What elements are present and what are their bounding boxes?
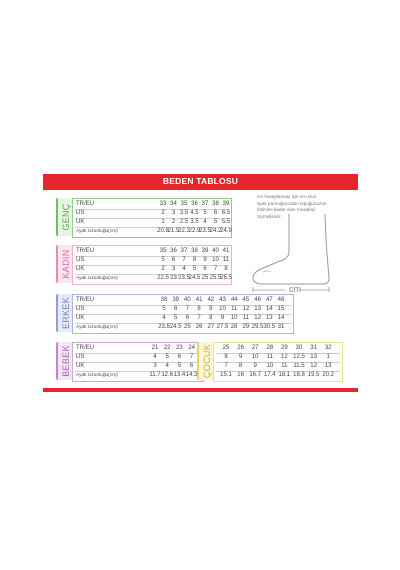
table-cell: 25 bbox=[201, 275, 209, 281]
table-cell: 8 bbox=[209, 315, 213, 321]
table-cell: 14.3 bbox=[185, 372, 198, 378]
table-cell: 29 bbox=[281, 345, 288, 351]
table-cell: 8 bbox=[192, 257, 197, 263]
table-cell: 6 bbox=[171, 257, 176, 263]
table-cell: 23 bbox=[170, 275, 177, 281]
table-bebek bbox=[72, 342, 204, 382]
table-cell: 15 bbox=[277, 306, 285, 312]
table-cell: 13 bbox=[265, 315, 273, 321]
table-cell: 20.8 bbox=[157, 228, 169, 234]
chart-title: BEDEN TABLOSU bbox=[162, 176, 239, 186]
table-cell: 11.5 bbox=[293, 363, 305, 369]
row-label: TR/EU bbox=[76, 201, 94, 207]
table-cell: 31 bbox=[310, 345, 317, 351]
table-cell: 6.5 bbox=[221, 210, 231, 216]
table-kadin bbox=[72, 245, 232, 285]
table-cell: 7 bbox=[213, 266, 218, 272]
table-row bbox=[73, 274, 231, 283]
table-cell: 8 bbox=[224, 354, 228, 360]
table-cell: 23.5 bbox=[178, 275, 190, 281]
table-cell: 2 bbox=[161, 210, 165, 216]
table-cell: 5 bbox=[213, 219, 218, 225]
table-cell: 25 bbox=[184, 324, 191, 330]
table-cell: 41 bbox=[222, 248, 230, 254]
table-cell: 33 bbox=[159, 201, 167, 207]
table-cell: 27 bbox=[207, 324, 215, 330]
table-cell: 29.5 bbox=[251, 324, 264, 330]
foot-icon bbox=[241, 212, 337, 292]
table-cell: 39 bbox=[201, 248, 209, 254]
table-cell: 5 bbox=[177, 363, 182, 369]
table-cell: 11 bbox=[231, 306, 238, 312]
table-cell: 26 bbox=[237, 345, 244, 351]
table-cell: 3 bbox=[171, 266, 176, 272]
table-cell: 25 bbox=[222, 345, 230, 351]
table-cell: 20.2 bbox=[322, 372, 335, 378]
row-label: US bbox=[76, 257, 85, 263]
table-cell: 4.5 bbox=[190, 210, 199, 216]
table-cell: 24.5 bbox=[188, 275, 201, 281]
table-cell: 5 bbox=[174, 315, 178, 321]
row-label: US bbox=[76, 210, 85, 216]
table-cell: 16 bbox=[237, 372, 244, 378]
table-cell: 10 bbox=[251, 354, 259, 360]
row-label: TR/EU bbox=[76, 248, 94, 254]
table-cell: 6 bbox=[185, 315, 190, 321]
table-cell: 24 bbox=[188, 345, 195, 351]
table-cell: 5 bbox=[203, 210, 207, 216]
table-cell: 44 bbox=[230, 297, 238, 303]
table-cell: 40 bbox=[184, 297, 191, 303]
table-cell: 16.7 bbox=[249, 372, 262, 378]
table-cell: 3 bbox=[171, 210, 176, 216]
measurement-note: cm hesaplaması için en uzun ayak parmağınızdan topuğunuzun bitimine kadar olan mesafeyi ölçmelisiniz. bbox=[257, 194, 327, 219]
table-cell: 24.2 bbox=[209, 228, 222, 234]
table-cell: 4 bbox=[203, 219, 207, 225]
table-cell: 30.5 bbox=[263, 324, 276, 330]
table-cell: 2 bbox=[171, 219, 176, 225]
table-cell: 23 bbox=[176, 345, 183, 351]
table-cell: 13 bbox=[310, 354, 317, 360]
table-cell: 38 bbox=[212, 201, 219, 207]
table-cell: 9 bbox=[220, 315, 225, 321]
table-cell: 4 bbox=[165, 363, 169, 369]
table-cell: 14 bbox=[277, 315, 285, 321]
table-cell: 3.5 bbox=[179, 210, 189, 216]
table-cell: 39 bbox=[172, 297, 180, 303]
table-cell: 21.5 bbox=[167, 228, 180, 234]
group-label-genc: GENÇ bbox=[56, 198, 74, 236]
table-cell: 12 bbox=[242, 306, 250, 312]
table-cell: 31 bbox=[277, 324, 285, 330]
table-row bbox=[73, 371, 203, 380]
table-cell: 35 bbox=[159, 248, 167, 254]
table-cell: 8 bbox=[197, 306, 201, 312]
table-cell: 23.5 bbox=[199, 228, 211, 234]
table-cell: 38 bbox=[191, 248, 198, 254]
table-cell: 36 bbox=[170, 248, 177, 254]
row-label: UK bbox=[76, 219, 85, 225]
table-cell: 24.9 bbox=[220, 228, 232, 234]
row-label: UK bbox=[76, 315, 85, 321]
table-row bbox=[214, 371, 342, 380]
table-cell: 9 bbox=[238, 354, 243, 360]
table-cell: 28 bbox=[266, 345, 274, 351]
table-cell: 7 bbox=[189, 354, 194, 360]
table-cell: 6 bbox=[189, 363, 194, 369]
table-cell: 11 bbox=[281, 363, 288, 369]
row-label: UK bbox=[76, 363, 85, 369]
table-cell: 40 bbox=[212, 248, 219, 254]
table-cell: 7 bbox=[185, 306, 190, 312]
row-label: Ayak Uzunluğu(cm) bbox=[76, 325, 118, 330]
table-cell: 37 bbox=[201, 201, 209, 207]
table-cell: 26.5 bbox=[220, 275, 232, 281]
group-label-kadin: KADIN bbox=[56, 245, 74, 283]
table-cell: 7 bbox=[197, 315, 201, 321]
table-cell: 12.5 bbox=[293, 354, 305, 360]
table-row bbox=[73, 227, 231, 236]
table-genc bbox=[72, 198, 232, 238]
table-cell: 8 bbox=[238, 363, 243, 369]
table-cell: 45 bbox=[242, 297, 250, 303]
table-cell: 3 bbox=[153, 363, 157, 369]
table-cell: 13 bbox=[324, 363, 332, 369]
table-cell: 7 bbox=[182, 257, 186, 263]
table-cell: 15.1 bbox=[220, 372, 232, 378]
table-cell: 30 bbox=[295, 345, 303, 351]
table-cell: 2 bbox=[161, 266, 165, 272]
table-cell: 27 bbox=[251, 345, 259, 351]
table-cell: 10 bbox=[212, 257, 219, 263]
title-bar bbox=[43, 174, 358, 190]
table-cell: 25.5 bbox=[209, 275, 222, 281]
table-cocuk bbox=[213, 342, 343, 382]
group-label-bebek: BEBEK bbox=[56, 342, 74, 380]
table-cell: 12 bbox=[310, 363, 317, 369]
table-cell: 10 bbox=[230, 315, 238, 321]
table-cell: 12 bbox=[281, 354, 288, 360]
unit-label: cm bbox=[289, 284, 301, 294]
table-erkek bbox=[72, 294, 294, 334]
row-label: Ayak Uzunluğu(cm) bbox=[76, 229, 118, 234]
table-cell: 11.7 bbox=[149, 372, 161, 378]
table-cell: 4 bbox=[182, 266, 186, 272]
table-cell: 11 bbox=[266, 354, 273, 360]
table-cell: 4 bbox=[162, 315, 166, 321]
table-cell: 34 bbox=[170, 201, 177, 207]
table-cell: 21 bbox=[151, 345, 159, 351]
table-cell: 11 bbox=[242, 315, 249, 321]
row-label: UK bbox=[76, 266, 85, 272]
table-cell: 6 bbox=[203, 266, 207, 272]
bottom-bar bbox=[43, 388, 358, 392]
row-label: TR/EU bbox=[76, 297, 94, 303]
row-label: Ayak Uzunluğu(cm) bbox=[76, 276, 118, 281]
table-cell: 10 bbox=[219, 306, 226, 312]
table-cell: 32 bbox=[324, 345, 332, 351]
table-cell: 8 bbox=[224, 266, 228, 272]
row-label: Ayak Uzunluğu(cm) bbox=[76, 373, 118, 378]
row-label: US bbox=[76, 306, 85, 312]
table-cell: 9 bbox=[253, 363, 257, 369]
table-cell: 46 bbox=[254, 297, 261, 303]
table-cell: 19.5 bbox=[307, 372, 320, 378]
group-label-cocuk: ÇOCUK bbox=[197, 342, 215, 380]
table-cell: 7 bbox=[224, 363, 228, 369]
table-cell: 47 bbox=[265, 297, 273, 303]
table-row bbox=[73, 323, 293, 332]
table-cell: 1 bbox=[161, 219, 165, 225]
table-cell: 5 bbox=[161, 257, 165, 263]
table-cell: 1 bbox=[326, 354, 330, 360]
table-cell: 43 bbox=[219, 297, 226, 303]
table-cell: 12.6 bbox=[161, 372, 174, 378]
table-cell: 22 bbox=[163, 345, 171, 351]
table-cell: 6 bbox=[174, 306, 178, 312]
table-cell: 22.2 bbox=[178, 228, 190, 234]
table-cell: 3.5 bbox=[190, 219, 199, 225]
table-cell: 36 bbox=[191, 201, 198, 207]
table-cell: 5 bbox=[165, 354, 169, 360]
table-cell: 4 bbox=[153, 354, 157, 360]
table-cell: 26 bbox=[195, 324, 203, 330]
table-cell: 5.5 bbox=[221, 219, 231, 225]
table-cell: 14 bbox=[265, 306, 273, 312]
table-cell: 48 bbox=[277, 297, 285, 303]
table-cell: 2.5 bbox=[179, 219, 189, 225]
table-cell: 6 bbox=[177, 354, 182, 360]
table-cell: 6 bbox=[213, 210, 218, 216]
table-cell: 39 bbox=[222, 201, 230, 207]
table-cell: 41 bbox=[195, 297, 203, 303]
table-cell: 12 bbox=[254, 315, 261, 321]
table-cell: 18.1 bbox=[278, 372, 291, 378]
table-cell: 37 bbox=[180, 248, 188, 254]
table-cell: 17.4 bbox=[263, 372, 276, 378]
table-cell: 5 bbox=[192, 266, 197, 272]
table-cell: 9 bbox=[209, 306, 213, 312]
table-cell: 9 bbox=[203, 257, 207, 263]
table-cell: 5 bbox=[162, 306, 166, 312]
table-cell: 28 bbox=[230, 324, 238, 330]
table-cell: 23.5 bbox=[158, 324, 170, 330]
table-cell: 13.4 bbox=[173, 372, 186, 378]
table-cell: 18.8 bbox=[293, 372, 305, 378]
table-cell: 13 bbox=[254, 306, 261, 312]
table-cell: 22.5 bbox=[157, 275, 169, 281]
table-cell: 42 bbox=[207, 297, 215, 303]
table-cell: 10 bbox=[266, 363, 274, 369]
table-cell: 22.9 bbox=[188, 228, 201, 234]
table-cell: 29 bbox=[242, 324, 250, 330]
table-cell: 38 bbox=[160, 297, 168, 303]
row-label: US bbox=[76, 354, 85, 360]
row-label: TR/EU bbox=[76, 345, 94, 351]
group-label-erkek: ERKEK bbox=[56, 294, 74, 332]
table-cell: 11 bbox=[222, 257, 230, 263]
table-cell: 35 bbox=[180, 201, 188, 207]
size-chart-card bbox=[43, 174, 358, 393]
table-cell: 24.5 bbox=[169, 324, 182, 330]
table-cell: 27.5 bbox=[216, 324, 229, 330]
